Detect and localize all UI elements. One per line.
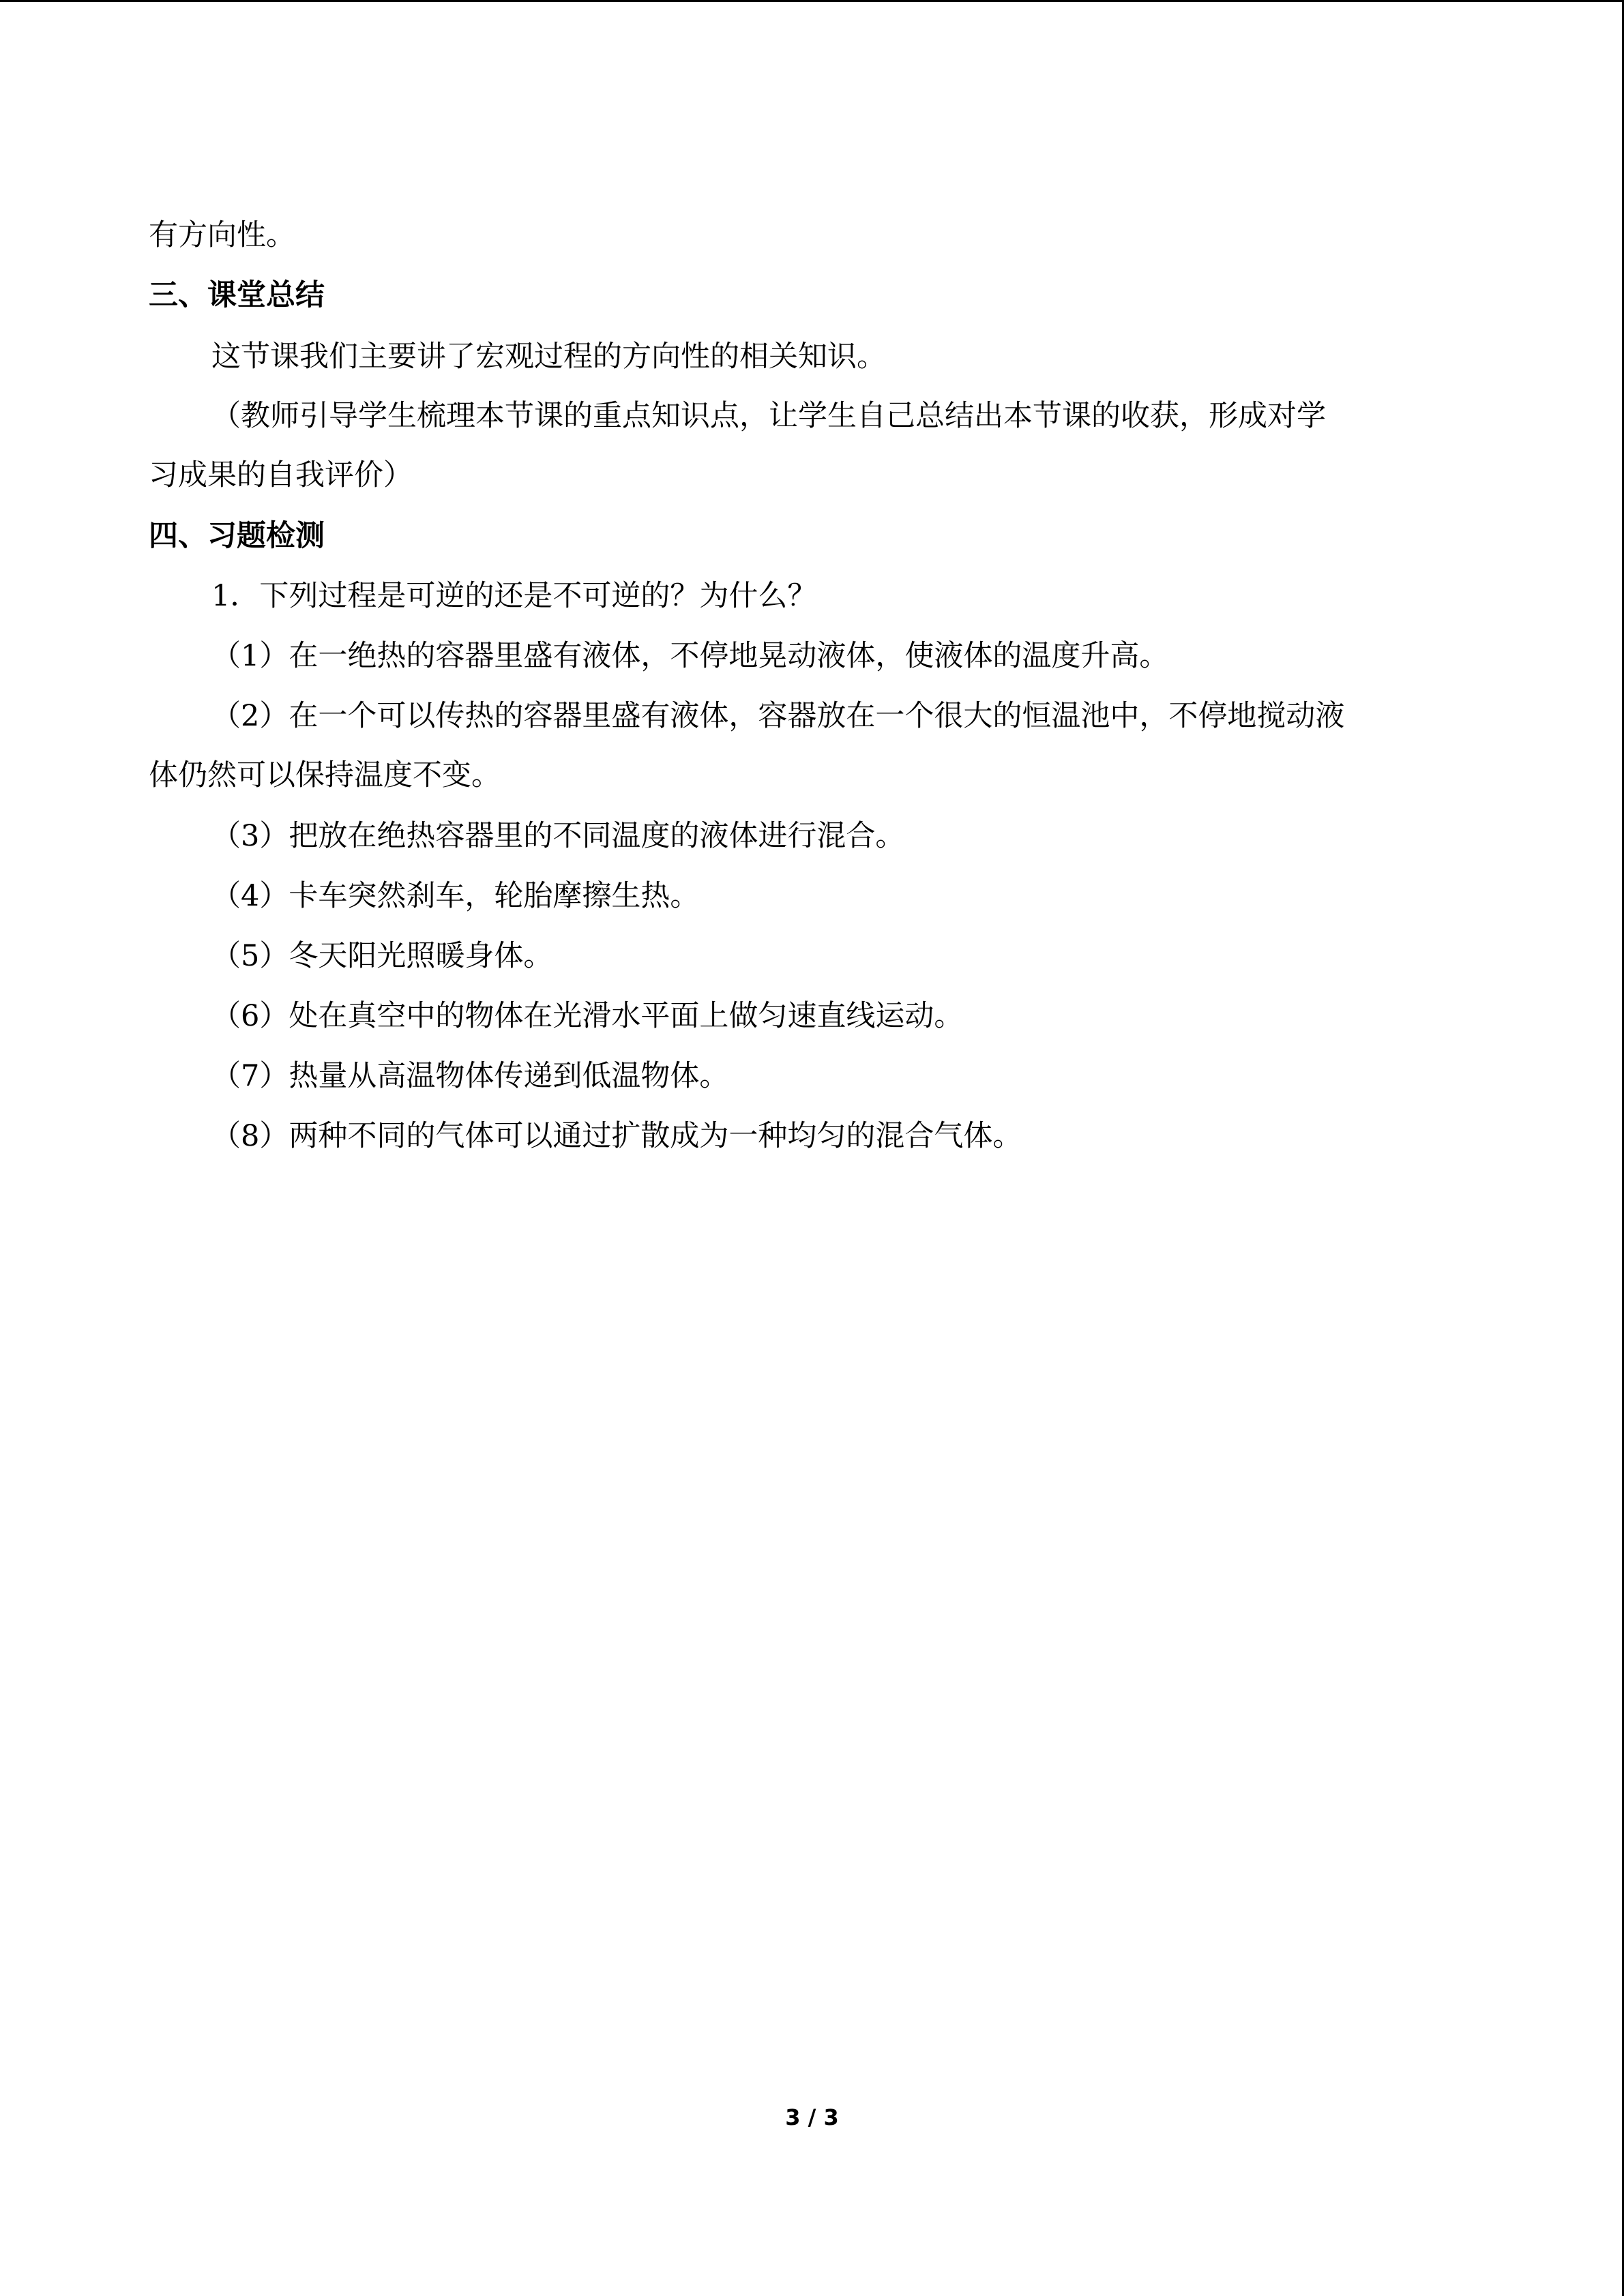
exercise-item-5: （5）冬天阳光照暖身体。 (211, 939, 553, 973)
summary-note-line-1: （教师引导学生梳理本节课的重点知识点，让学生自己总结出本节课的收获，形成对学 (211, 399, 1326, 433)
summary-text: 这节课我们主要讲了宏观过程的方向性的相关知识。 (211, 340, 886, 374)
section-heading-summary: 三、课堂总结 (149, 278, 325, 312)
paragraph-continuation: 有方向性。 (149, 218, 295, 252)
exercise-item-3: （3）把放在绝热容器里的不同温度的液体进行混合。 (211, 819, 905, 853)
exercise-item-8: （8）两种不同的气体可以通过扩散成为一种均匀的混合气体。 (211, 1119, 1022, 1153)
summary-note-line-2: 习成果的自我评价） (149, 458, 413, 492)
exercise-question: 1．下列过程是可逆的还是不可逆的？为什么？ (211, 579, 817, 613)
page-number: 3 / 3 (785, 2104, 839, 2130)
section-heading-exercises: 四、习题检测 (149, 519, 325, 553)
exercise-item-1: （1）在一绝热的容器里盛有液体，不停地晃动液体，使液体的温度升高。 (211, 639, 1169, 673)
exercise-item-7: （7）热量从高温物体传递到低温物体。 (211, 1059, 729, 1093)
exercise-item-4: （4）卡车突然刹车，轮胎摩擦生热。 (211, 879, 700, 913)
exercise-item-6: （6）处在真空中的物体在光滑水平面上做匀速直线运动。 (211, 999, 964, 1033)
exercise-item-2-line-2: 体仍然可以保持温度不变。 (149, 758, 501, 792)
exercise-item-2-line-1: （2）在一个可以传热的容器里盛有液体，容器放在一个很大的恒温池中，不停地搅动液 (211, 699, 1345, 733)
